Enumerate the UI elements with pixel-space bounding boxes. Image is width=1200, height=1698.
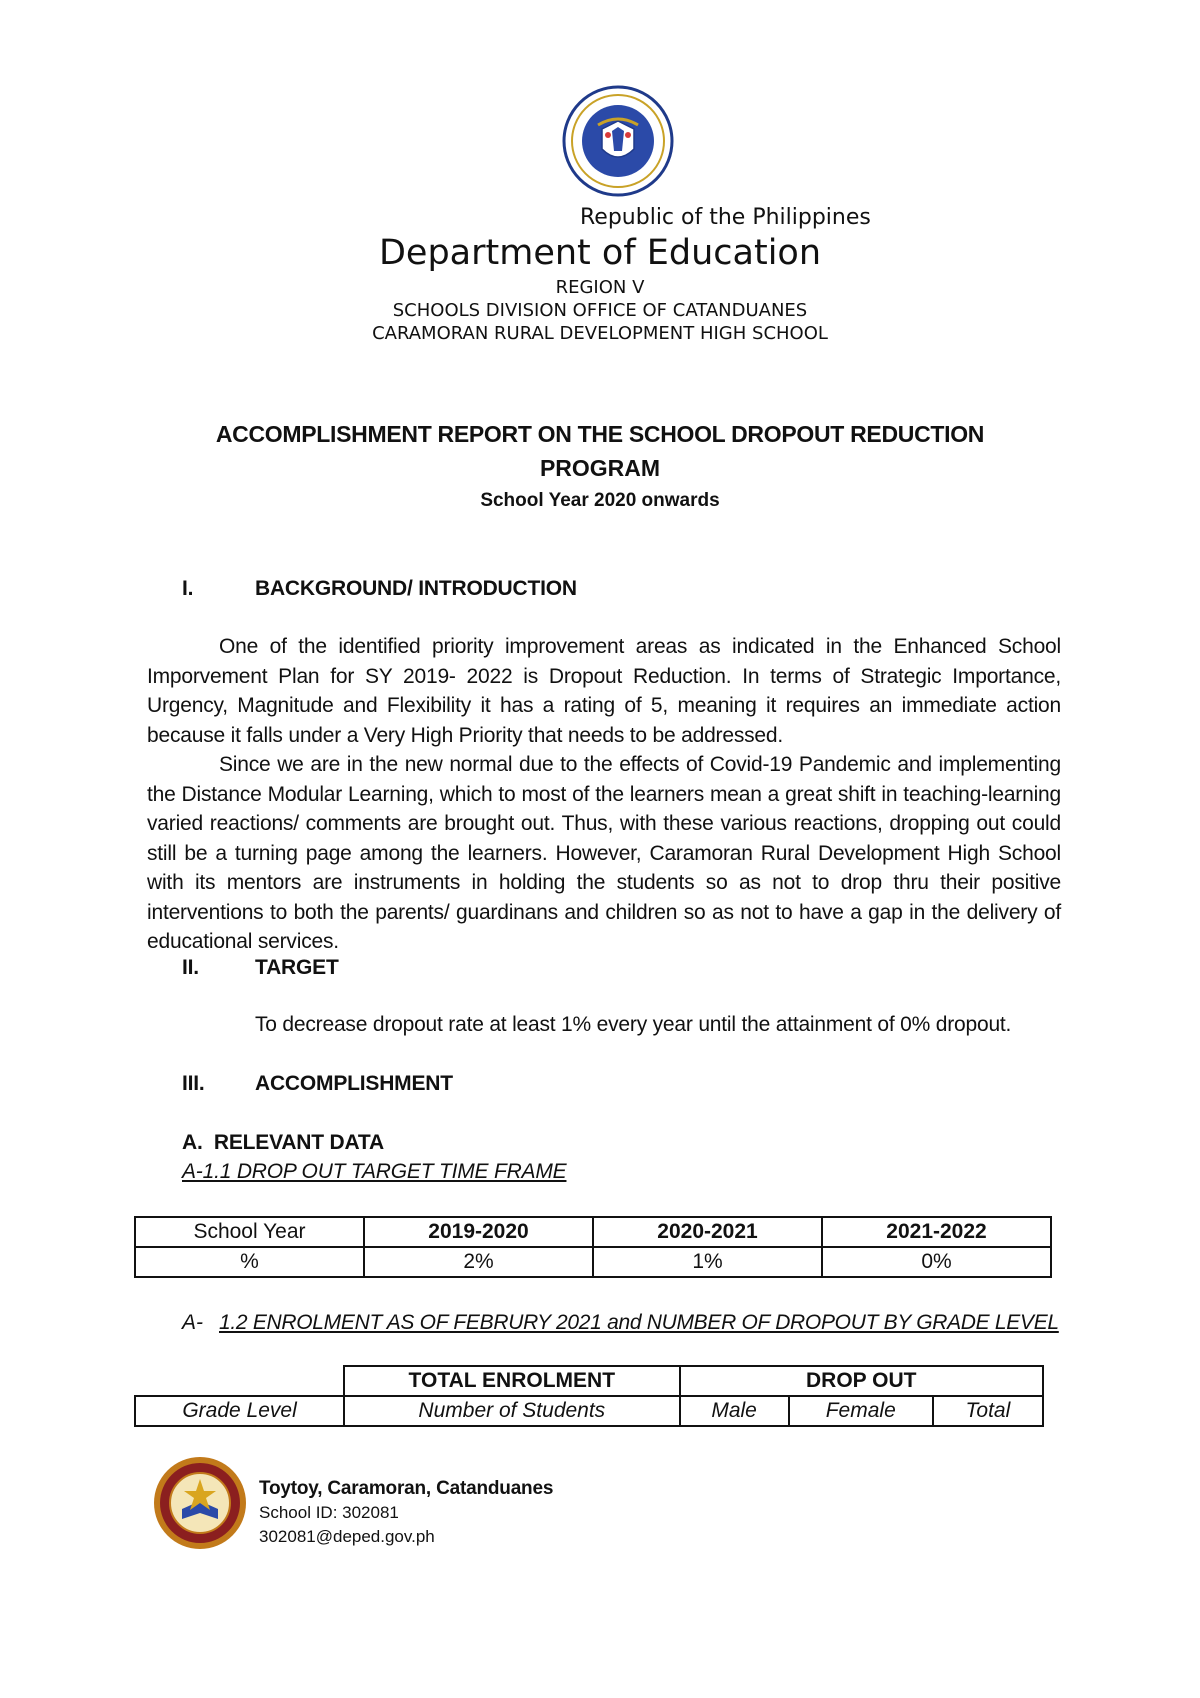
section1-paragraph1: One of the identified priority improvement areas as indicated in the Enhanced School Imporvement Plan for SY 2019- 2022 is Dropout Reduction. In terms of Strategic Importance, Urgency, Magnitude and Flexibility it has a rating of 5, meaning it requires an immediate action because it falls under a Very High Priority that needs to be addressed. xyxy=(147,635,1061,747)
section3-number: III. xyxy=(182,1072,205,1095)
table-column-cell: Number of Students xyxy=(344,1396,679,1426)
table-row xyxy=(135,1247,1051,1277)
deped-seal-logo xyxy=(562,85,674,197)
table-row xyxy=(135,1396,1043,1426)
section1-heading: BACKGROUND/ INTRODUCTION xyxy=(255,577,577,600)
table-header-cell: School Year xyxy=(135,1217,364,1247)
table-header-cell: TOTAL ENROLMENT xyxy=(344,1366,679,1396)
table-cell: 0% xyxy=(822,1247,1051,1277)
enrolment-title: 1.2 ENROLMENT AS OF FEBRURY 2021 and NUMBER OF DROPOUT BY GRADE LEVEL xyxy=(219,1311,1059,1334)
section1-paragraph2: Since we are in the new normal due to the effects of Covid-19 Pandemic and implementing the Distance Modular Learning, which to most of the learners mean a great shift in teaching-learning varied reactions/ comments are brought out. Thus, with these various reactions, dropping out could still be a turning page among the learners. However, Caramoran Rural Development High School with its mentors are instruments in holding the students so as not to drop thru their positive interventions to both the parents/ guardinans and children so as not to have a gap in the delivery of educational services. xyxy=(147,753,1061,953)
report-subtitle: School Year 2020 onwards xyxy=(480,490,720,511)
department-title: Department of Education xyxy=(378,233,822,273)
empty-header-cell xyxy=(135,1366,344,1396)
table-column-cell: Male xyxy=(680,1396,789,1426)
table-row xyxy=(135,1217,1051,1247)
republic-label: Republic of the Philippines xyxy=(580,205,871,230)
table-row xyxy=(135,1366,1043,1396)
school-seal-logo xyxy=(152,1455,248,1551)
table-header-cell: 2020-2021 xyxy=(593,1217,822,1247)
region-label: REGION V xyxy=(555,277,645,298)
table-header-cell: DROP OUT xyxy=(680,1366,1043,1396)
table-column-cell: Total xyxy=(933,1396,1043,1426)
report-title-line2: PROGRAM xyxy=(539,455,661,481)
section3-heading: ACCOMPLISHMENT xyxy=(255,1072,453,1095)
dropout-target-title: A-1.1 DROP OUT TARGET TIME FRAME xyxy=(182,1160,567,1183)
table-cell: % xyxy=(135,1247,364,1277)
table-header-cell: 2021-2022 xyxy=(822,1217,1051,1247)
section1-number: I. xyxy=(182,577,194,600)
target-text: To decrease dropout rate at least 1% every year until the attainment of 0% dropout. xyxy=(255,1013,1012,1036)
footer-address: Toytoy, Caramoran, Catanduanes xyxy=(259,1478,554,1499)
dropout-target-table xyxy=(134,1216,1052,1278)
section2-heading: TARGET xyxy=(255,956,339,979)
table-column-cell: Female xyxy=(789,1396,933,1426)
footer-email: 302081@deped.gov.ph xyxy=(259,1527,435,1546)
school-label: CARAMORAN RURAL DEVELOPMENT HIGH SCHOOL xyxy=(372,323,828,344)
table-column-cell: Grade Level xyxy=(135,1396,344,1426)
relevant-data-heading: A. RELEVANT DATA xyxy=(182,1131,384,1154)
table-cell: 2% xyxy=(364,1247,593,1277)
footer-school-id: School ID: 302081 xyxy=(259,1503,399,1522)
enrolment-prefix: A- xyxy=(182,1311,203,1334)
section1-body xyxy=(147,632,1061,957)
table-cell: 1% xyxy=(593,1247,822,1277)
section2-number: II. xyxy=(182,956,199,979)
report-title-line1: ACCOMPLISHMENT REPORT ON THE SCHOOL DROPOUT REDUCTION xyxy=(215,421,985,447)
table-header-cell: 2019-2020 xyxy=(364,1217,593,1247)
division-label: SCHOOLS DIVISION OFFICE OF CATANDUANES xyxy=(392,300,808,321)
enrolment-table xyxy=(134,1365,1044,1427)
